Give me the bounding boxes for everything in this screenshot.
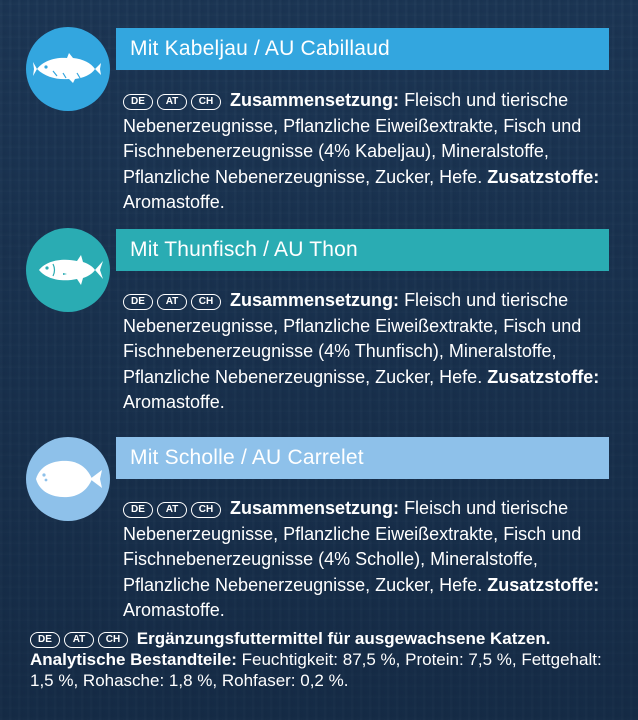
tuna-fish-icon [33,250,103,290]
badge-de: DE [30,632,60,648]
badge-at: AT [64,632,94,648]
badge-ch: CH [98,632,128,648]
composition-label: Zusammensetzung: [230,290,400,310]
cod-title: Mit Kabeljau / AU Cabillaud [130,37,390,60]
additives-value: Aromastoffe. [123,392,225,412]
composition-label: Zusammensetzung: [230,90,400,110]
badge-ch: CH [191,94,221,110]
country-badges [30,629,132,648]
additives-label: Zusatzstoffe: [487,166,600,187]
badge-ch: CH [191,294,221,310]
additives-label: Zusatzstoffe: [487,366,600,387]
plaice-title: Mit Scholle / AU Carrelet [130,446,364,469]
composition-label: Zusammensetzung: [230,498,400,518]
composition-value: Fleisch und tierische Nebenerzeugnisse, Pflanzliche Eiweißextrakte, Fisch und Fischnebenerzeugnisse (4% Thunfisch), Mineralstoffe, Pflanzliche Nebenerzeugnisse, Zucker, Hefe. [123,290,582,387]
analysis-value: Feuchtigkeit: 87,5 %, Protein: 7,5 %, Fettgehalt: 1,5 %, Rohasche: 1,8 %, Rohfaser: 0,2 %. [30,650,602,690]
badge-at: AT [157,502,187,518]
additives-value: Aromastoffe. [123,192,225,212]
cod-fish-icon [33,49,103,89]
badge-ch: CH [191,502,221,518]
tuna-title-bar [116,229,609,271]
tuna-title: Mit Thunfisch / AU Thon [130,238,358,261]
country-badges [123,498,225,518]
badge-de: DE [123,294,153,310]
plaice-title-bar [116,437,609,479]
footer-heading: Ergänzungsfuttermittel für ausgewachsene Katzen. [136,629,551,648]
country-badges [123,90,225,110]
plaice-fish-icon [32,457,104,501]
composition-value: Fleisch und tierische Nebenerzeugnisse, Pflanzliche Eiweißextrakte, Fisch und Fischnebenerzeugnisse (4% Scholle), Mineralstoffe, Pflanzliche Nebenerzeugnisse, Zucker, Hefe. [123,498,582,595]
cod-composition-text [30,88,610,216]
badge-de: DE [123,94,153,110]
additives-value: Aromastoffe. [123,600,225,620]
additives-label: Zusatzstoffe: [487,574,600,595]
cod-title-bar [116,28,609,70]
country-badges [123,290,225,310]
tuna-composition-text [30,288,610,416]
footer-analysis [30,628,630,691]
badge-de: DE [123,502,153,518]
analysis-label: Analytische Bestandteile: [30,650,237,669]
badge-at: AT [157,294,187,310]
badge-at: AT [157,94,187,110]
plaice-composition-text [30,496,610,624]
composition-value: Fleisch und tierische Nebenerzeugnisse, Pflanzliche Eiweißextrakte, Fisch und Fischnebenerzeugnisse (4% Kabeljau), Mineralstoffe, Pflanzliche Nebenerzeugnisse, Zucker, Hefe. [123,90,582,187]
